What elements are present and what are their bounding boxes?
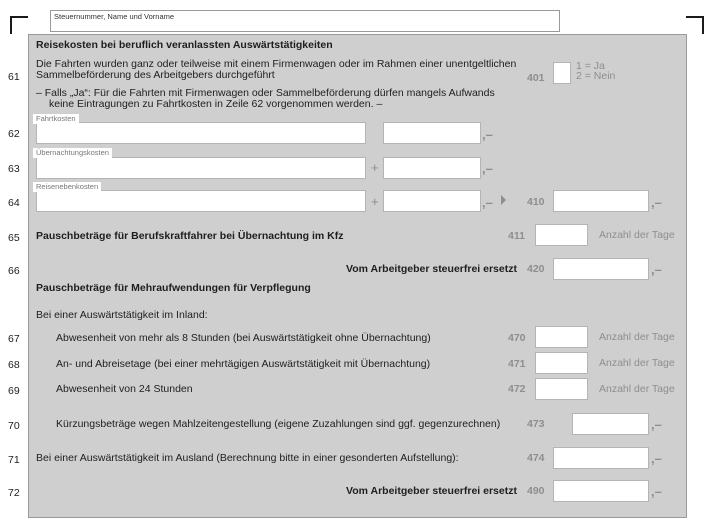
reisenebenkosten-text-field[interactable] bbox=[36, 190, 366, 212]
unit-471: Anzahl der Tage bbox=[599, 357, 675, 369]
row-number-71: 71 bbox=[8, 454, 20, 466]
code-401: 401 bbox=[527, 72, 545, 84]
row-number-67: 67 bbox=[8, 333, 20, 345]
field-411[interactable] bbox=[535, 224, 588, 246]
option-no: 2 = Nein bbox=[576, 70, 616, 82]
steuernummer-name-field[interactable] bbox=[50, 10, 560, 32]
row-70-text: Kürzungsbeträge wegen Mahlzeitengestellung (eigene Zuzahlungen sind ggf. gegenzurechnen) bbox=[56, 418, 501, 430]
row-71-text: Bei einer Auswärtstätigkeit im Ausland (Berechnung bitte in einer gesonderten Aufstellung): bbox=[36, 452, 459, 464]
row-61-note-1: – Falls „Ja“: Für die Fahrten mit Firmenwagen oder Sammelbeförderung dürfen mangels Aufwands bbox=[36, 87, 495, 99]
fahrtkosten-amount-field[interactable] bbox=[383, 122, 481, 144]
code-470: 470 bbox=[508, 332, 526, 344]
code-474: 474 bbox=[527, 452, 545, 464]
row-69-text: Abwesenheit von 24 Stunden bbox=[56, 383, 193, 395]
code-471: 471 bbox=[508, 358, 526, 370]
amount-suffix-63: ,– bbox=[482, 161, 493, 176]
row-number-69: 69 bbox=[8, 385, 20, 397]
unit-472: Anzahl der Tage bbox=[599, 383, 675, 395]
row-number-65: 65 bbox=[8, 232, 20, 244]
row-number-70: 70 bbox=[8, 420, 20, 432]
section-title: Reisekosten bei beruflich veranlassten Auswärtstätigkeiten bbox=[36, 39, 333, 51]
row-61-text-2: Sammelbeförderung des Arbeitgebers durchgeführt bbox=[36, 69, 275, 81]
field-470[interactable] bbox=[535, 326, 588, 348]
reisenebenkosten-amount-field[interactable] bbox=[383, 190, 481, 212]
amount-suffix-490: ,– bbox=[651, 484, 662, 499]
field-472[interactable] bbox=[535, 378, 588, 400]
code-410: 410 bbox=[527, 196, 545, 208]
row-number-61: 61 bbox=[8, 71, 20, 83]
uebernachtungskosten-label: Übernachtungskosten bbox=[33, 148, 112, 158]
unit-470: Anzahl der Tage bbox=[599, 331, 675, 343]
reisenebenkosten-label: Reisenebenkosten bbox=[33, 182, 101, 192]
field-410[interactable] bbox=[553, 190, 649, 212]
field-473[interactable] bbox=[572, 413, 649, 435]
inland-heading: Bei einer Auswärtstätigkeit im Inland: bbox=[36, 309, 208, 321]
plus-sign-64: + bbox=[371, 194, 379, 209]
amount-suffix-410: ,– bbox=[651, 195, 662, 210]
field-471[interactable] bbox=[535, 352, 588, 374]
field-420[interactable] bbox=[553, 258, 649, 280]
uebernachtungskosten-text-field[interactable] bbox=[36, 157, 366, 179]
arrow-right-icon bbox=[501, 195, 506, 205]
corner-mark-left bbox=[10, 16, 28, 34]
code-411: 411 bbox=[508, 230, 525, 242]
steuernummer-label: Steuernummer, Name und Vorname bbox=[54, 12, 175, 21]
amount-suffix-62: ,– bbox=[482, 127, 493, 142]
field-401[interactable] bbox=[553, 62, 571, 84]
verpflegung-subtitle: Pauschbeträge für Mehraufwendungen für Verpflegung bbox=[36, 282, 311, 294]
row-number-72: 72 bbox=[8, 487, 20, 499]
plus-sign-63: + bbox=[371, 160, 379, 175]
unit-411: Anzahl der Tage bbox=[599, 229, 675, 241]
row-65-text: Pauschbeträge für Berufskraftfahrer bei Übernachtung im Kfz bbox=[36, 230, 344, 242]
row-number-66: 66 bbox=[8, 265, 20, 277]
field-474[interactable] bbox=[553, 447, 649, 469]
fahrtkosten-label: Fahrtkosten bbox=[33, 114, 79, 124]
code-472: 472 bbox=[508, 383, 526, 395]
row-61-text-1: Die Fahrten wurden ganz oder teilweise mit einem Firmenwagen oder im Rahmen einer unentgeltlichen bbox=[36, 58, 517, 70]
amount-suffix-64: ,– bbox=[482, 195, 493, 210]
field-490[interactable] bbox=[553, 480, 649, 502]
amount-suffix-420: ,– bbox=[651, 262, 662, 277]
row-number-62: 62 bbox=[8, 128, 20, 140]
code-473: 473 bbox=[527, 418, 545, 430]
row-number-64: 64 bbox=[8, 197, 20, 209]
row-66-text: Vom Arbeitgeber steuerfrei ersetzt bbox=[346, 263, 517, 275]
row-67-text: Abwesenheit von mehr als 8 Stunden (bei Auswärtstätigkeit ohne Übernachtung) bbox=[56, 332, 431, 344]
corner-mark-right bbox=[686, 16, 704, 34]
row-72-text: Vom Arbeitgeber steuerfrei ersetzt bbox=[346, 485, 517, 497]
uebernachtungskosten-amount-field[interactable] bbox=[383, 157, 481, 179]
amount-suffix-473: ,– bbox=[651, 417, 662, 432]
row-68-text: An- und Abreisetage (bei einer mehrtägigen Auswärtstätigkeit mit Übernachtung) bbox=[56, 358, 431, 370]
row-61-note-2: keine Eintragungen zu Fahrtkosten in Zeile 62 vorgenommen werden. – bbox=[49, 98, 383, 110]
code-490: 490 bbox=[527, 485, 545, 497]
row-number-68: 68 bbox=[8, 359, 20, 371]
fahrtkosten-text-field[interactable] bbox=[36, 122, 366, 144]
row-number-63: 63 bbox=[8, 163, 20, 175]
code-420: 420 bbox=[527, 263, 545, 275]
option-yes: 1 = Ja bbox=[576, 60, 605, 72]
amount-suffix-474: ,– bbox=[651, 451, 662, 466]
